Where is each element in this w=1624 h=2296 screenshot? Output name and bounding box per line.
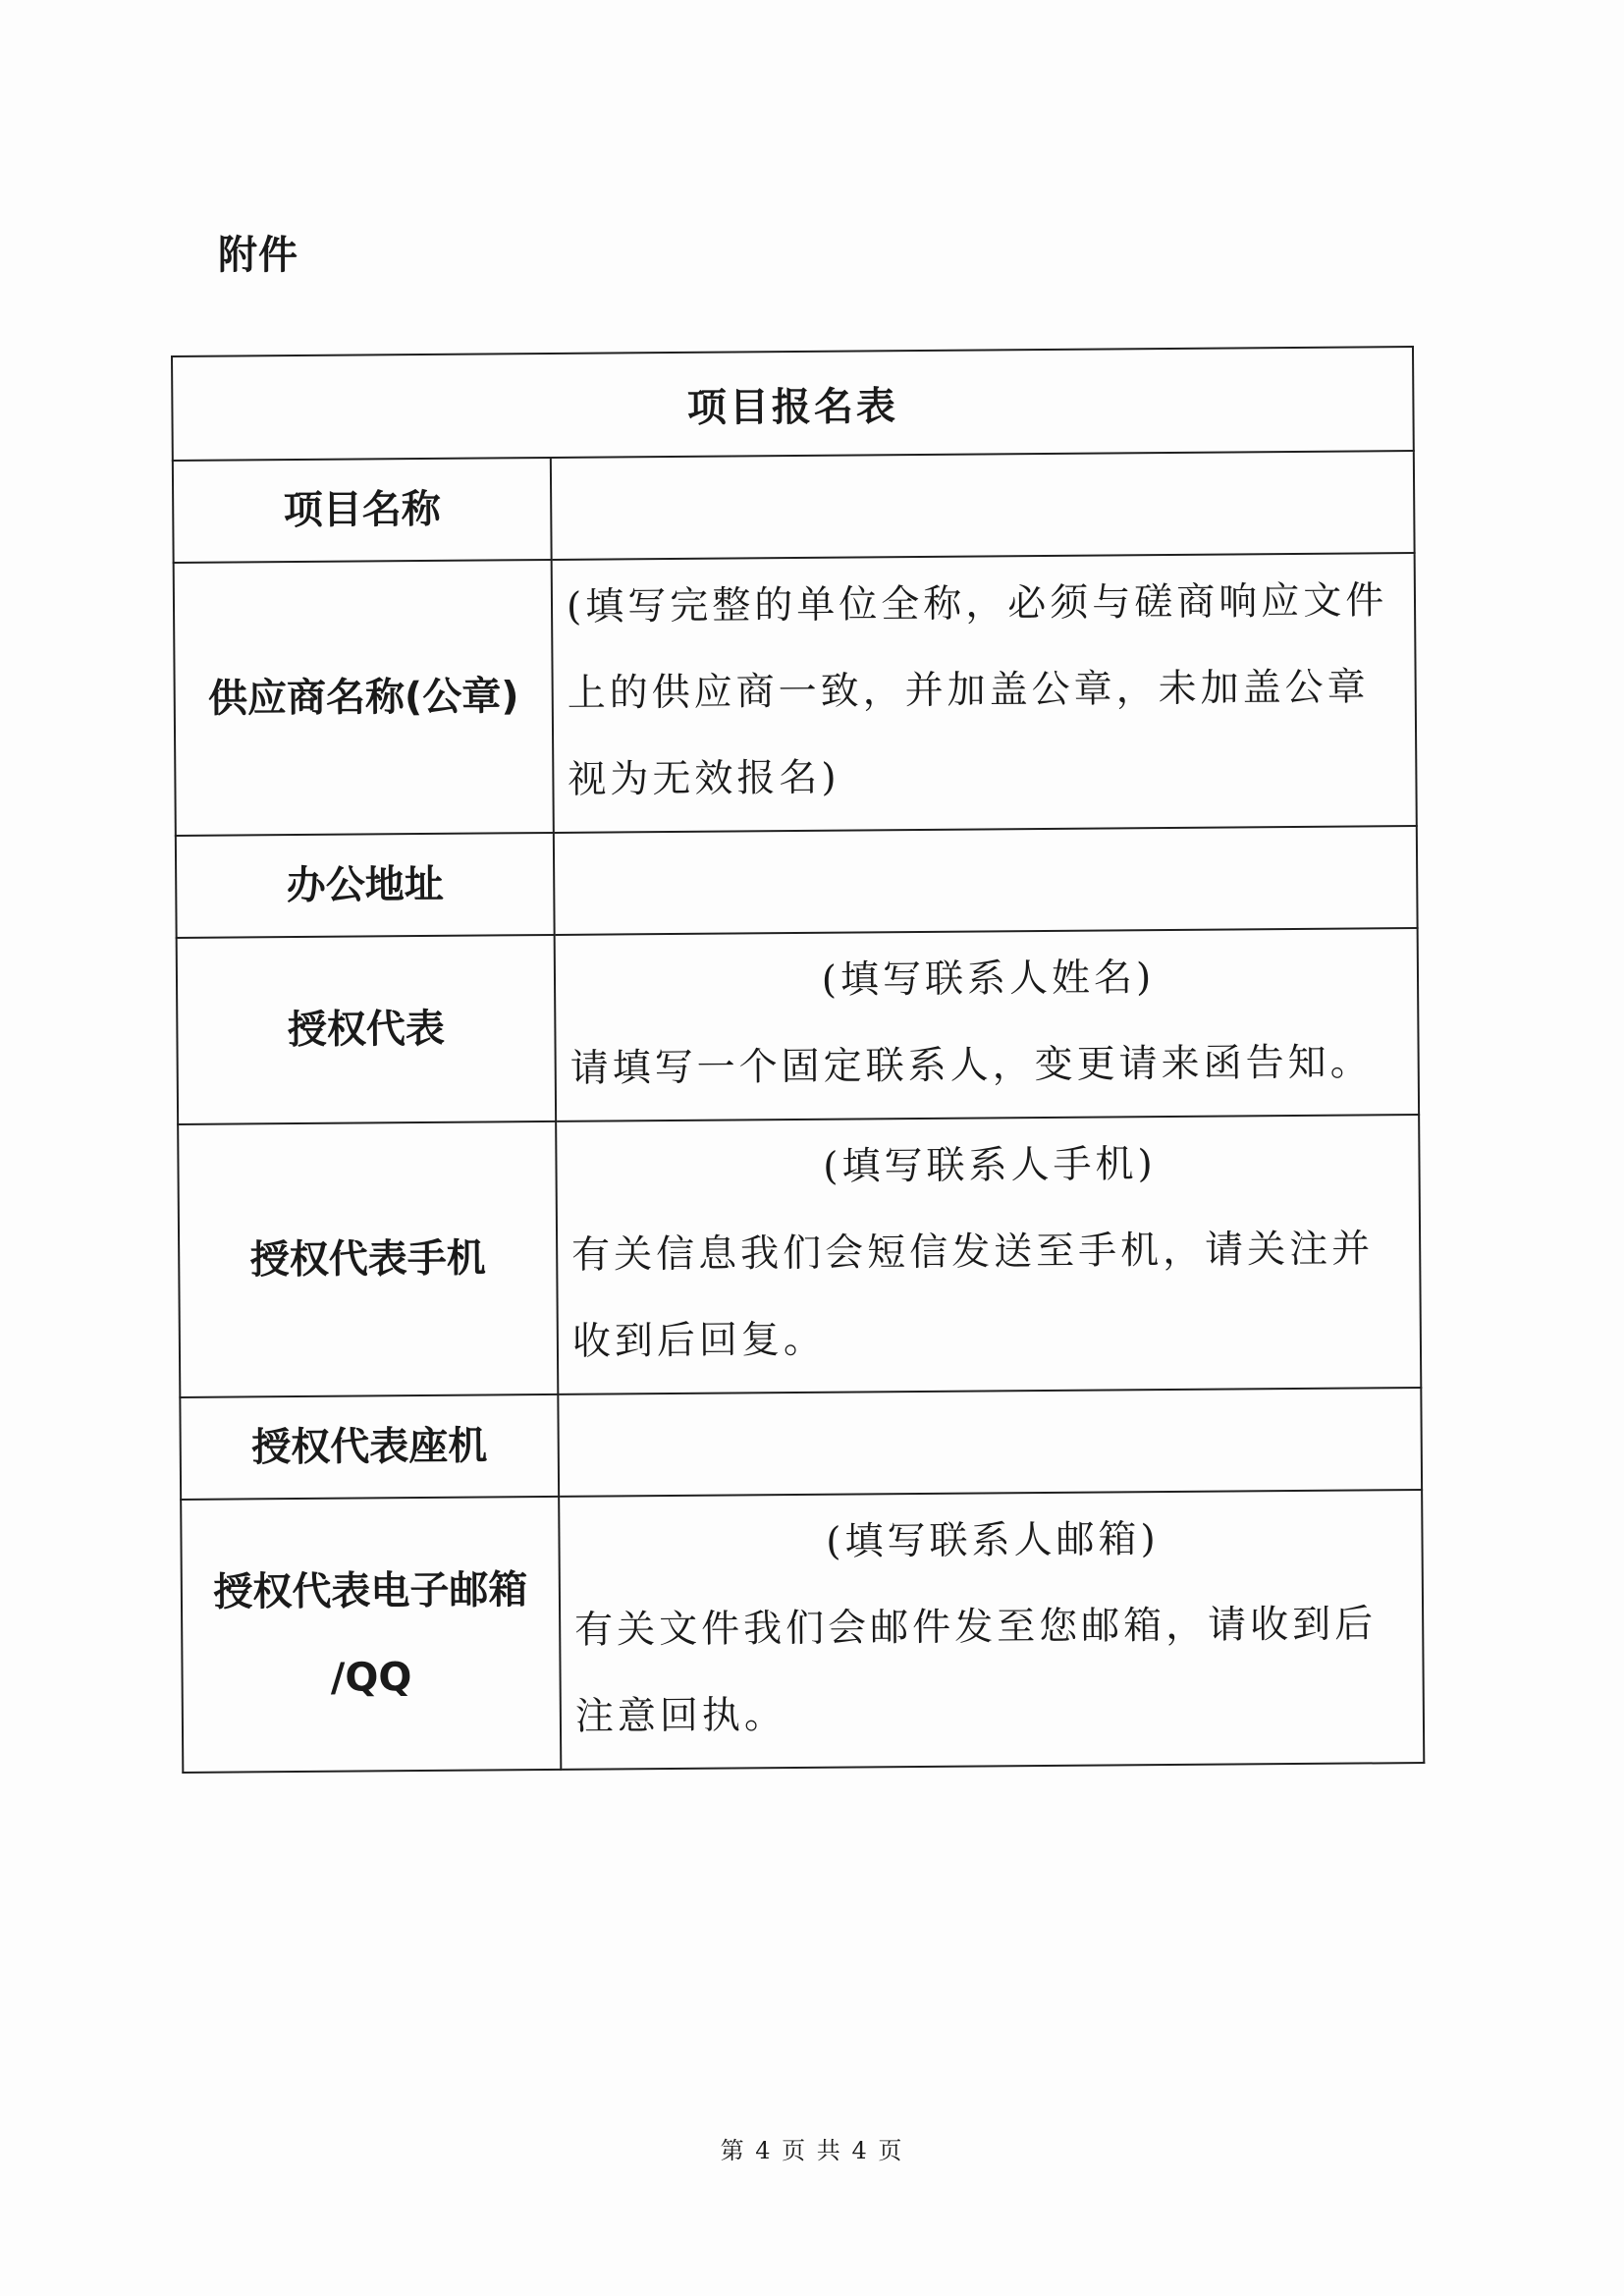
representative-note: 请填写一个固定联系人，变更请来函告知。 xyxy=(569,1040,1373,1091)
representative-email-label-line1: 授权代表电子邮箱 xyxy=(213,1567,528,1615)
representative-email-label xyxy=(181,1497,561,1773)
supplier-name-label: 供应商名称(公章) xyxy=(174,560,554,836)
project-name-label: 项目名称 xyxy=(173,458,552,563)
form-row-representative-mobile xyxy=(178,1115,1421,1397)
representative-mobile-field[interactable] xyxy=(556,1115,1421,1394)
supplier-name-field[interactable]: (填写完整的单位全称，必须与磋商响应文件上的供应商一致，并加盖公章，未加盖公章视为无效报名) xyxy=(552,553,1417,833)
form-row-representative-landline xyxy=(180,1388,1422,1500)
form-row-office-address xyxy=(176,826,1418,938)
form-title-row xyxy=(172,347,1414,461)
representative-mobile-hint: (填写联系人手机) xyxy=(823,1142,1157,1189)
representative-email-note: 有关文件我们会邮件发至您邮箱，请收到后注意回执。 xyxy=(574,1602,1378,1739)
representative-field[interactable] xyxy=(555,928,1419,1121)
form-title: 项目报名表 xyxy=(172,347,1414,461)
form-row-representative xyxy=(177,928,1419,1124)
office-address-field[interactable] xyxy=(554,826,1418,935)
office-address-label: 办公地址 xyxy=(176,833,555,938)
attachment-label: 附件 xyxy=(218,233,298,278)
registration-form-table xyxy=(171,346,1425,1774)
representative-hint: (填写联系人姓名) xyxy=(821,956,1156,1003)
form-row-supplier-name xyxy=(174,553,1417,836)
project-name-field[interactable] xyxy=(551,451,1415,560)
representative-email-field[interactable] xyxy=(559,1490,1424,1770)
representative-label: 授权代表 xyxy=(177,935,556,1124)
form-row-project-name xyxy=(173,451,1415,563)
representative-mobile-label: 授权代表手机 xyxy=(178,1121,558,1397)
representative-email-label-line2: /QQ xyxy=(330,1655,412,1701)
representative-email-hint: (填写联系人邮箱) xyxy=(826,1517,1160,1564)
representative-landline-label: 授权代表座机 xyxy=(180,1394,559,1500)
page-number-footer: 第 4 页 共 4 页 xyxy=(720,2137,904,2164)
representative-mobile-note: 有关信息我们会短信发送至手机，请关注并收到后回复。 xyxy=(571,1227,1375,1364)
form-row-representative-email xyxy=(181,1490,1424,1773)
representative-landline-field[interactable] xyxy=(558,1388,1422,1497)
